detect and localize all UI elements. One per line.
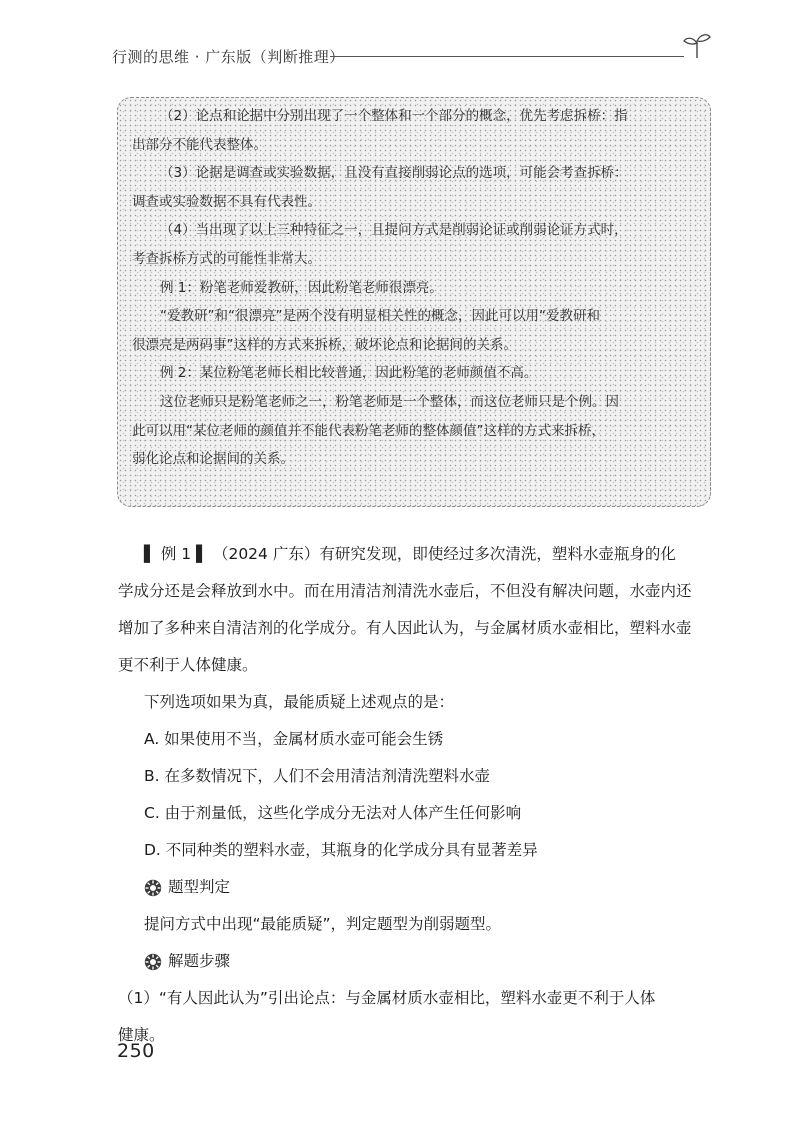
tip-line: 调查或实验数据不具有代表性。 xyxy=(132,193,321,210)
section-heading-type xyxy=(118,869,718,906)
tip-line: 出部分不能代表整体。 xyxy=(132,136,267,153)
question-prompt: 下列选项如果为真，最能质疑上述观点的是： xyxy=(144,693,455,711)
tip-line: 弱化论点和论据间的关系。 xyxy=(132,451,294,468)
page-header xyxy=(112,44,712,70)
header-title: 行测的思维 · 广东版（判断推理） xyxy=(112,48,345,66)
tip-line: （4）当出现了以上三种特征之一，且提问方式是削弱论证或削弱论证方式时， xyxy=(160,222,628,239)
question-line: 增加了多种来自清洁剂的化学成分。有人因此认为，与金属材质水壶相比，塑料水壶 xyxy=(118,619,692,637)
section-heading-steps xyxy=(118,943,718,980)
question-text: （2024 广东）有研究发现，即使经过多次清洗，塑料水壶瓶身的化 xyxy=(212,545,676,563)
tip-line: 例 1：粉笔老师爱教研，因此粉笔老师很漂亮。 xyxy=(160,279,443,296)
sprout-icon xyxy=(682,30,712,60)
step-line: 健康。 xyxy=(118,1026,165,1044)
bracket-right: ▌ xyxy=(196,545,209,563)
tip-line: （3）论据是调查或实验数据，且没有直接削弱论点的选项，可能会考查拆桥： xyxy=(160,165,628,182)
option-d: D. 不同种类的塑料水壶，其瓶身的化学成分具有显著差异 xyxy=(144,841,538,859)
tip-line: 考查拆桥方式的可能性非常大。 xyxy=(132,250,321,267)
question-label: 例 1 xyxy=(160,545,192,563)
main-content xyxy=(118,536,718,1054)
tip-line: （2）论点和论据中分别出现了一个整体和一个部分的概念，优先考虑拆桥：指 xyxy=(160,108,628,124)
flower-bullet-icon xyxy=(144,953,162,971)
header-rule xyxy=(330,56,684,57)
section-body: 提问方式中出现“最能质疑”，判定题型为削弱题型。 xyxy=(144,915,502,933)
question-line xyxy=(118,536,718,573)
option-b: B. 在多数情况下，人们不会用清洁剂清洗塑料水壶 xyxy=(144,767,490,785)
question-line: 更不利于人体健康。 xyxy=(118,656,258,674)
tip-box xyxy=(117,97,711,507)
step-line: （1）“有人因此认为”引出论点：与金属材质水壶相比，塑料水壶更不利于人体 xyxy=(118,989,656,1007)
tip-line: 这位老师只是粉笔老师之一，粉笔老师是一个整体，而这位老师只是个例。因 xyxy=(160,393,619,410)
option-a: A. 如果使用不当，金属材质水壶可能会生锈 xyxy=(144,730,444,748)
section-title: 解题步骤 xyxy=(168,952,231,970)
option-c: C. 由于剂量低，这些化学成分无法对人体产生任何影响 xyxy=(144,804,522,822)
tip-line: “爱教研”和“很漂亮”是两个没有明显相关性的概念，因此可以用“爱教研和 xyxy=(160,308,600,325)
flower-bullet-icon xyxy=(144,879,162,897)
tip-line: 例 2：某位粉笔老师长相比较普通，因此粉笔的老师颜值不高。 xyxy=(160,365,538,382)
tip-line: 很漂亮是两码事”这样的方式来拆桥，破坏论点和论据间的关系。 xyxy=(132,336,517,353)
page-number: 250 xyxy=(117,1040,155,1062)
section-title: 题型判定 xyxy=(168,878,231,896)
question-line: 学成分还是会释放到水中。而在用清洁剂清洗水壶后，不但没有解决问题，水壶内还 xyxy=(118,582,692,600)
bracket-left: ▌ xyxy=(144,545,156,563)
tip-line: 此可以用“某位老师的颜值并不能代表粉笔老师的整体颜值”这样的方式来拆桥， xyxy=(132,422,605,439)
